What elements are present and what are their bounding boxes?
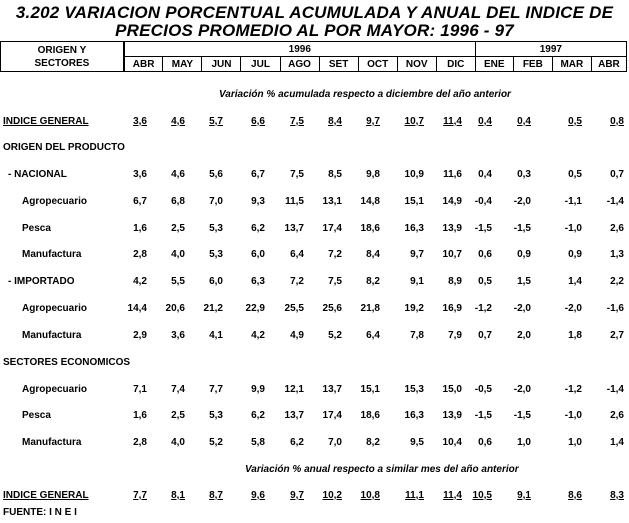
cell-value: 11,6	[443, 169, 462, 180]
row-label: - NACIONAL	[8, 169, 67, 180]
cell-value: -2,0	[513, 196, 531, 207]
cell-value: 8,3	[610, 490, 624, 501]
header-origin-line1: ORIGEN Y	[37, 44, 87, 56]
cell-value: 2,9	[133, 330, 147, 341]
source-note: FUENTE: I N E I	[3, 507, 77, 518]
cell-value: -0,4	[474, 196, 492, 207]
cell-value: 9,1	[517, 490, 531, 501]
table-row	[0, 383, 629, 397]
cell-value: 10,4	[442, 437, 462, 448]
cell-value: 8,9	[448, 276, 462, 287]
cell-value: 7,4	[171, 384, 185, 395]
cell-value: 0,8	[610, 116, 624, 127]
cell-value: 6,2	[290, 437, 304, 448]
cell-value: 0,5	[568, 169, 582, 180]
cell-value: 7,7	[133, 490, 147, 501]
cell-value: 0,6	[478, 437, 492, 448]
cell-value: -2,0	[513, 384, 531, 395]
cell-value: 11,5	[285, 196, 304, 207]
cell-value: 6,0	[209, 276, 223, 287]
cell-value: 3,6	[133, 169, 147, 180]
cell-value: -1,6	[606, 303, 624, 314]
cell-value: 2,6	[610, 410, 624, 421]
header-month: ENE	[475, 57, 513, 72]
cell-value: 8,4	[328, 116, 342, 127]
cell-value: 6,2	[251, 223, 265, 234]
header-month: DIC	[436, 57, 475, 72]
table-row	[0, 302, 629, 316]
cell-value: 8,6	[568, 490, 582, 501]
row-label: Pesca	[22, 223, 51, 234]
cell-value: 10,7	[442, 249, 462, 260]
cell-value: 15,1	[404, 196, 424, 207]
cell-value: -1,0	[564, 223, 582, 234]
cell-value: 5,7	[209, 116, 223, 127]
cell-value: 1,4	[568, 276, 582, 287]
row-label: Agropecuario	[22, 303, 88, 314]
cell-value: 7,5	[328, 276, 342, 287]
cell-value: 16,3	[404, 223, 424, 234]
cell-value: 9,8	[366, 169, 380, 180]
cell-value: -1,2	[474, 303, 492, 314]
cell-value: 1,0	[517, 437, 531, 448]
cell-value: 9,7	[290, 490, 304, 501]
cell-value: 7,0	[209, 196, 223, 207]
cell-value: 7,1	[133, 384, 147, 395]
cell-value: -2,0	[564, 303, 582, 314]
row-label: ORIGEN DEL PRODUCTO	[3, 142, 125, 153]
table-row	[0, 195, 629, 209]
cell-value: 14,8	[360, 196, 380, 207]
cell-value: 0,3	[517, 169, 531, 180]
cell-value: -1,5	[513, 223, 531, 234]
cell-value: 0,9	[517, 249, 531, 260]
header-origin	[1, 42, 124, 72]
header-month: AGO	[280, 57, 319, 72]
cell-value: 8,2	[366, 276, 380, 287]
cell-value: 15,3	[404, 384, 424, 395]
header-table	[0, 41, 627, 72]
cell-value: 4,6	[171, 116, 185, 127]
cell-value: 11,1	[405, 490, 424, 501]
table-row	[0, 222, 629, 236]
cell-value: 13,7	[322, 384, 342, 395]
cell-value: 5,2	[209, 437, 223, 448]
cell-value: 1,5	[517, 276, 531, 287]
row-label: Agropecuario	[22, 196, 88, 207]
note-anual: Variación % anual respecto a similar mes del año anterior	[245, 464, 519, 475]
cell-value: 6,7	[251, 169, 265, 180]
cell-value: 9,6	[251, 490, 265, 501]
row-label: INDICE GENERAL	[3, 116, 89, 127]
table-row	[0, 141, 629, 155]
cell-value: 10,8	[360, 490, 380, 501]
cell-value: 15,1	[360, 384, 380, 395]
cell-value: 6,2	[251, 410, 265, 421]
cell-value: 21,8	[360, 303, 380, 314]
cell-value: 19,2	[404, 303, 424, 314]
cell-value: 1,0	[568, 437, 582, 448]
cell-value: 6,4	[366, 330, 380, 341]
table-row	[0, 356, 629, 370]
cell-value: 20,6	[165, 303, 185, 314]
cell-value: 2,0	[517, 330, 531, 341]
row-label: Manufactura	[22, 330, 82, 341]
table-row	[0, 248, 629, 262]
table-title-line1: 3.202 VARIACION PORCENTUAL ACUMULADA Y ANUAL DEL INDICE DE	[15, 3, 614, 22]
cell-value: 10,7	[404, 116, 424, 127]
cell-value: 7,0	[328, 437, 342, 448]
cell-value: 4,0	[171, 249, 185, 260]
header-month: MAR	[552, 57, 591, 72]
cell-value: 13,9	[442, 410, 462, 421]
cell-value: 0,5	[478, 276, 492, 287]
header-origin-line2: SECTORES	[34, 57, 90, 69]
cell-value: 5,3	[209, 249, 223, 260]
header-month: ABR	[124, 57, 163, 72]
row-label: Manufactura	[22, 437, 82, 448]
cell-value: -2,0	[513, 303, 531, 314]
cell-value: 4,6	[171, 169, 185, 180]
cell-value: -1,5	[513, 410, 531, 421]
cell-value: 5,5	[171, 276, 185, 287]
table-row	[0, 329, 629, 343]
row-label: Agropecuario	[22, 384, 88, 395]
header-month: JUN	[202, 57, 241, 72]
cell-value: 1,3	[610, 249, 624, 260]
cell-value: 9,1	[410, 276, 424, 287]
cell-value: 9,3	[251, 196, 265, 207]
cell-value: 13,9	[442, 223, 462, 234]
cell-value: 18,6	[360, 410, 380, 421]
cell-value: 6,3	[251, 276, 265, 287]
header-month: MAY	[163, 57, 202, 72]
cell-value: -1,5	[474, 223, 492, 234]
cell-value: 3,6	[171, 330, 185, 341]
cell-value: 16,3	[404, 410, 424, 421]
cell-value: 0,5	[568, 116, 582, 127]
cell-value: 4,1	[209, 330, 223, 341]
cell-value: 2,2	[610, 276, 624, 287]
cell-value: 6,4	[290, 249, 304, 260]
row-label: Manufactura	[22, 249, 82, 260]
cell-value: 13,7	[284, 410, 304, 421]
cell-value: 7,7	[209, 384, 223, 395]
cell-value: 11,4	[443, 490, 462, 501]
cell-value: -0,5	[474, 384, 492, 395]
cell-value: 4,2	[251, 330, 265, 341]
cell-value: 2,5	[171, 223, 185, 234]
cell-value: 13,1	[322, 196, 342, 207]
cell-value: 1,6	[133, 410, 147, 421]
cell-value: 0,4	[517, 116, 531, 127]
cell-value: -1,0	[564, 410, 582, 421]
cell-value: 0,4	[478, 116, 492, 127]
table-row	[0, 168, 629, 182]
cell-value: 1,4	[610, 437, 624, 448]
cell-value: 4,2	[133, 276, 147, 287]
table-title-line2: PRECIOS PROMEDIO AL POR MAYOR: 1996 - 97	[115, 21, 514, 40]
cell-value: 9,5	[410, 437, 424, 448]
cell-value: 5,8	[251, 437, 265, 448]
cell-value: 0,4	[478, 169, 492, 180]
cell-value: 17,4	[322, 223, 342, 234]
cell-value: 4,9	[290, 330, 304, 341]
row-label: Pesca	[22, 410, 51, 421]
cell-value: 2,7	[610, 330, 624, 341]
cell-value: 3,6	[133, 116, 147, 127]
cell-value: 8,4	[366, 249, 380, 260]
cell-value: 8,1	[171, 490, 185, 501]
row-label: SECTORES ECONOMICOS	[3, 357, 131, 368]
header-month: SET	[319, 57, 358, 72]
cell-value: 5,2	[328, 330, 342, 341]
header-month: ABR	[591, 57, 626, 72]
cell-value: 25,5	[284, 303, 304, 314]
cell-value: 16,9	[442, 303, 462, 314]
cell-value: 14,9	[442, 196, 462, 207]
cell-value: 6,7	[133, 196, 147, 207]
cell-value: 7,8	[410, 330, 424, 341]
cell-value: 2,8	[133, 249, 147, 260]
cell-value: 7,2	[328, 249, 342, 260]
cell-value: 7,5	[290, 116, 304, 127]
cell-value: 0,7	[610, 169, 624, 180]
header-year-1997: 1997	[475, 42, 626, 57]
header-month: FEB	[513, 57, 552, 72]
header-month: OCT	[358, 57, 397, 72]
cell-value: 13,7	[284, 223, 304, 234]
cell-value: 2,6	[610, 223, 624, 234]
table-row	[0, 115, 629, 129]
cell-value: 7,2	[290, 276, 304, 287]
cell-value: 1,6	[133, 223, 147, 234]
cell-value: 14,4	[127, 303, 147, 314]
cell-value: 4,0	[171, 437, 185, 448]
cell-value: 22,9	[245, 303, 265, 314]
cell-value: 5,3	[209, 410, 223, 421]
cell-value: 8,7	[209, 490, 223, 501]
cell-value: 6,6	[251, 116, 265, 127]
table-row	[0, 275, 629, 289]
cell-value: 9,7	[410, 249, 424, 260]
note-acumulada: Variación % acumulada respecto a diciembre del año anterior	[219, 89, 511, 100]
row-label: - IMPORTADO	[8, 276, 75, 287]
cell-value: 6,8	[171, 196, 185, 207]
cell-value: 0,6	[478, 249, 492, 260]
cell-value: 7,9	[448, 330, 462, 341]
table-row	[0, 489, 629, 503]
cell-value: 9,9	[251, 384, 265, 395]
cell-value: -1,1	[564, 196, 582, 207]
cell-value: 18,6	[360, 223, 380, 234]
cell-value: 1,8	[568, 330, 582, 341]
cell-value: 2,5	[171, 410, 185, 421]
cell-value: -1,4	[606, 384, 624, 395]
cell-value: 6,0	[251, 249, 265, 260]
cell-value: 12,1	[284, 384, 304, 395]
cell-value: 15,0	[442, 384, 462, 395]
cell-value: 0,9	[568, 249, 582, 260]
cell-value: 5,3	[209, 223, 223, 234]
cell-value: 21,2	[203, 303, 223, 314]
table-row	[0, 436, 629, 450]
cell-value: 10,5	[472, 490, 492, 501]
cell-value: 2,8	[133, 437, 147, 448]
cell-value: 17,4	[322, 410, 342, 421]
table-row	[0, 409, 629, 423]
cell-value: 9,7	[366, 116, 380, 127]
cell-value: 5,6	[209, 169, 223, 180]
cell-value: 10,9	[404, 169, 424, 180]
cell-value: -1,5	[474, 410, 492, 421]
cell-value: 7,5	[290, 169, 304, 180]
header-year-1996: 1996	[124, 42, 475, 57]
cell-value: -1,4	[606, 196, 624, 207]
cell-value: 0,7	[478, 330, 492, 341]
cell-value: 25,6	[322, 303, 342, 314]
header-month: NOV	[397, 57, 436, 72]
cell-value: 8,2	[366, 437, 380, 448]
header-month: JUL	[241, 57, 280, 72]
cell-value: 11,4	[443, 116, 462, 127]
row-label: INDICE GENERAL	[3, 490, 89, 501]
cell-value: 10,2	[322, 490, 342, 501]
cell-value: 8,5	[328, 169, 342, 180]
cell-value: -1,2	[564, 384, 582, 395]
